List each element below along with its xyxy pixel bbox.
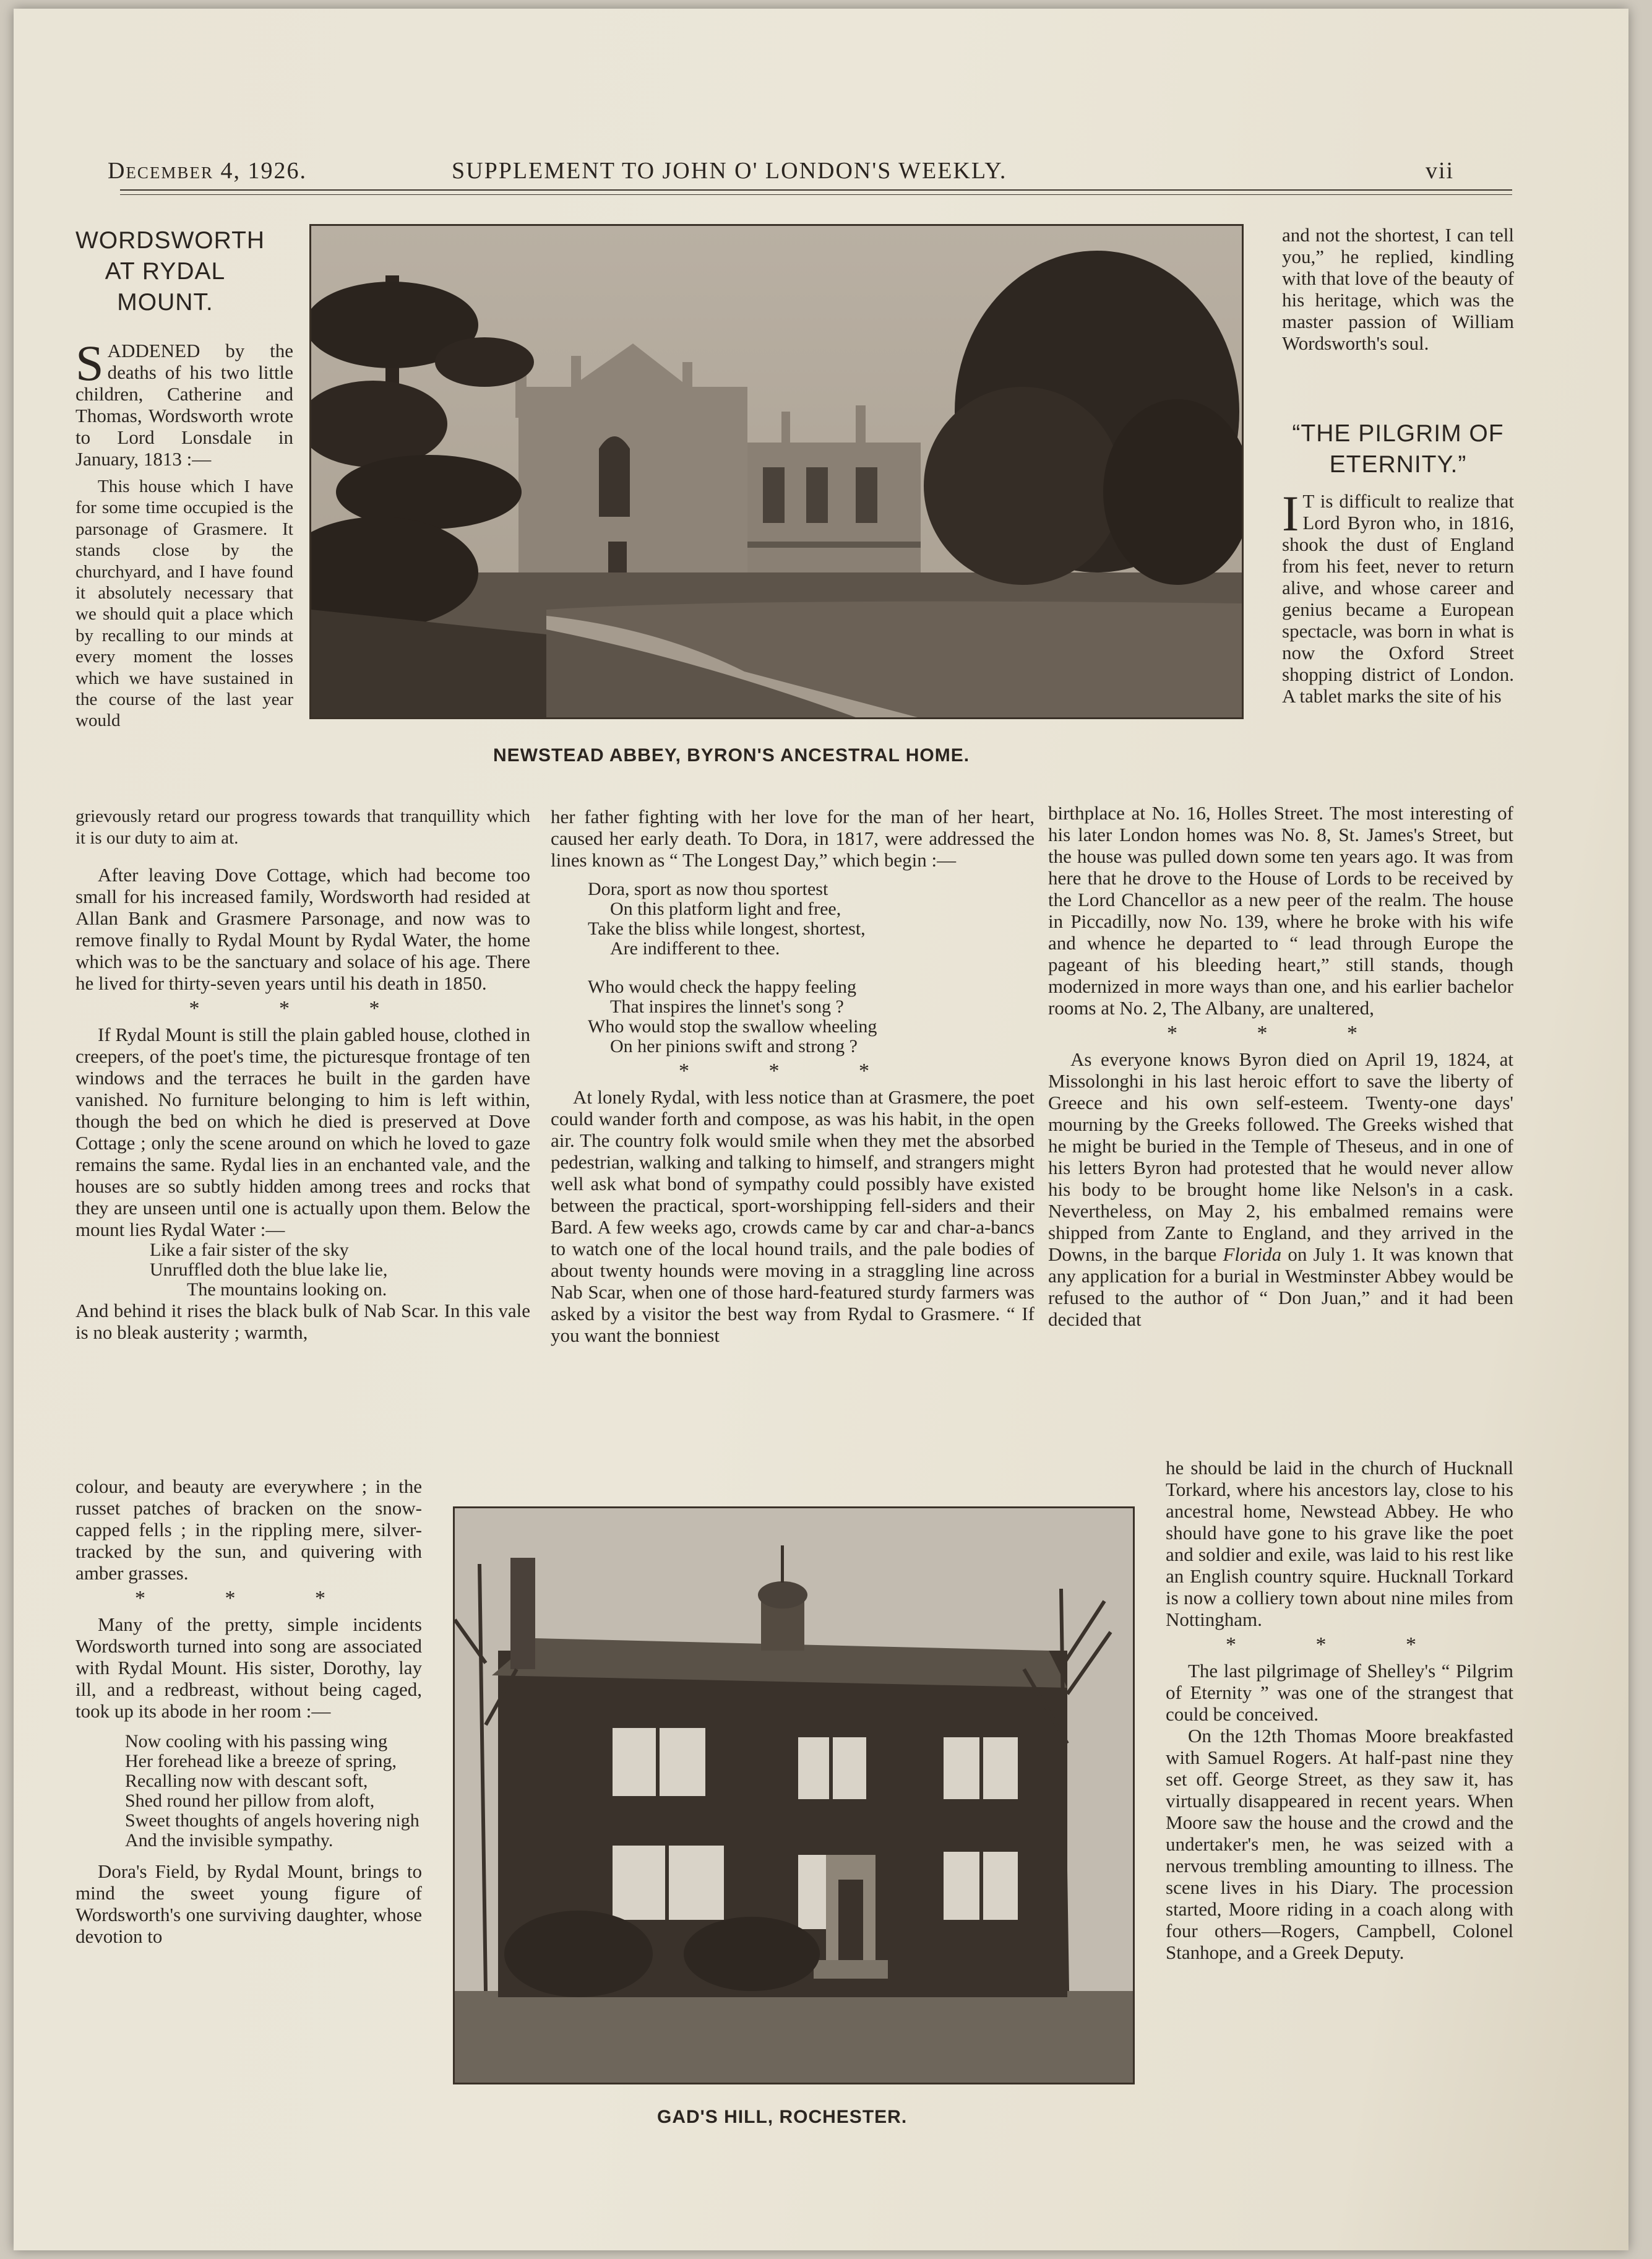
paragraph: At lonely Rydal, with less notice than at Grasmere, the poet could wander forth and compose, as was his habit, in the open air. The country folk would smile when they met the absorbed pedestrian, walking and talking to himself, and strangers might well ask what bond of sympathy could possibly have existed between the practical, sport-worshipping fell-siders and their Bard. A few weeks ago, crowds came by car and char-a-bancs to watch one of the local hound trails, and the pale bodies of about twenty hounds were moving in a straggling line across Nab Scar, when one of those hard-featured sturdy farmers was asked by a visitor the best way from Rydal to Grasmere. “ If you want the bonniest xyxy=(551,1086,1035,1346)
paragraph: On the 12th Thomas Moore breakfasted with Samuel Rogers. At half-past nine they set off. George Street, as they saw it, has virtually disappeared in recent years. When Moore saw the house and the crowd and the undertaker's men, he was seized with a nervous trembling amounting to illness. The scene lives in his Diary. The procession started, Moore riding in a coach along with four others—Rogers, Campbell, Colonel Stanhope, and a Greek Deputy. xyxy=(1166,1725,1513,1963)
verse-line: Sweet thoughts of angels hovering nigh xyxy=(125,1810,419,1831)
gads-hill-photo xyxy=(453,1506,1135,2084)
paragraph: and not the shortest, I can tell you,” he replied, kindling with that love of the beauty of his heritage, which was the master passion of William Wordsworth's soul. xyxy=(1282,224,1514,354)
verse-line: And the invisible sympathy. xyxy=(125,1830,333,1851)
section-separator: * * * xyxy=(189,997,417,1020)
drop-cap: S xyxy=(75,335,104,391)
article1-column3-top xyxy=(1282,224,1514,354)
verse-line: Recalling now with descant soft, xyxy=(125,1771,368,1791)
paragraph xyxy=(1048,1048,1513,1330)
verse-line: Dora, sport as now thou sportest xyxy=(588,879,828,899)
verse-line: The mountains looking on. xyxy=(187,1279,387,1300)
letter-quote: This house which I have for some time occupied is the parsonage of Grasmere. It stands close by the churchyard, and I have found it absolutely necessary that we should quit a place which by recalling to our minds at every moment the losses which we have sustained in the course of the last year would xyxy=(75,477,293,731)
paragraph: If Rydal Mount is still the plain gabled house, clothed in creepers, of the poet's time, the picturesque frontage of ten windows and the terraces he built in the garden have vanished. No furniture belonging to him is left within, though the bed on which he died is preserved at Dove Cottage ; only the scene around on which he loved to gaze remains the same. Rydal lies in an enchanted vale, and the houses are so subtly hidden among trees and rocks that they are unseen until one is actually upon them. Below the mount lies Rydal Water :— xyxy=(75,1024,530,1240)
drop-cap: I xyxy=(1282,485,1299,542)
article1-column1-narrow xyxy=(75,1475,422,1947)
article-heading-byron: “THE PILGRIM OF ETERNITY.” xyxy=(1292,420,1504,478)
paragraph-text: on July 1. It was known that any application for a burial in Westminster Abbey would be refused to the author of “ Don Juan,” and it had been decided that xyxy=(1048,1243,1514,1330)
verse-line: On this platform light and free, xyxy=(610,899,841,919)
verse-line: Who would check the happy feeling xyxy=(588,977,857,997)
issue-date: December 4, 1926. xyxy=(108,158,307,184)
paragraph: The last pilgrimage of Shelley's “ Pilgrim of Eternity ” was one of the strangest that could be conceived. xyxy=(1166,1660,1513,1725)
verse-line: Unruffled doth the blue lake lie, xyxy=(150,1259,388,1280)
article1-intro xyxy=(75,335,293,732)
verse-line: Like a fair sister of the sky xyxy=(150,1240,349,1260)
article-heading-wordsworth: WORDSWORTH AT RYDAL MOUNT. xyxy=(75,227,265,316)
article1-column1 xyxy=(75,864,530,1343)
paragraph: he should be laid in the church of Hucknall Torkard, where his ancestors lay, close to his ancestral home, Newstead Abbey. He who should have gone to his grave like the poet and soldier and exile, was laid to his rest like an English country squire. Hucknall Torkard is now a colliery town about nine miles from Nottingham. xyxy=(1166,1457,1513,1630)
paragraph: And behind it rises the black bulk of Nab Scar. In this vale is no bleak austerity ; warmth, xyxy=(75,1300,530,1343)
gads-hill-caption: GAD'S HILL, ROCHESTER. xyxy=(657,2107,908,2127)
paragraph: birthplace at No. 16, Holles Street. The most interesting of his later London homes was No. 8, St. James's Street, but the house was pulled down some ten years ago. It was from here that he drove to the House of Lords to be received by the Lord Chancellor as a new peer of the realm. The house in Piccadilly, now No. 139, where he broke with his wife and whence he departed to “ lead through Europe the pageant of his bleeding heart,” still stands, though modernized in more ways than one, and his earlier bachelor rooms at No. 2, The Albany, are unaltered, xyxy=(1048,802,1513,1019)
verse-line: Are indifferent to thee. xyxy=(610,938,780,959)
section-separator: * * * xyxy=(1167,1022,1395,1045)
paragraph: Many of the pretty, simple incidents Wordsworth turned into song are associated with Rydal Mount. His sister, Dorothy, lay ill, and a redbreast, without being caged, took up its abode in her room :— xyxy=(75,1613,422,1722)
verse-linnet xyxy=(588,977,1035,1056)
verse-line: Her forehead like a breeze of spring, xyxy=(125,1751,397,1771)
section-separator: * * * xyxy=(679,1060,906,1082)
verse-lake xyxy=(150,1240,530,1300)
paragraph: her father fighting with her love for the man of her heart, caused her early death. To Dora, in 1817, were addressed the lines known as “ The Longest Day,” which begin :— xyxy=(551,806,1035,871)
article2-intro xyxy=(1282,485,1514,707)
verse-line: Now cooling with his passing wing xyxy=(125,1731,388,1751)
newstead-abbey-image xyxy=(311,226,1242,717)
header-rule xyxy=(120,189,1512,191)
quote-tail-text: grievously retard our progress towards that tranquillity which it is our duty to aim at. xyxy=(75,806,530,848)
intro-text: T is difficult to realize that Lord Byron who, in 1816, shook the dust of England from his feet, never to return alive, and whose career and genius became a European spectacle, was born in what is now the Oxford Street shopping district of London. A tablet marks the site of his xyxy=(1282,490,1514,707)
paragraph: colour, and beauty are everywhere ; in the russet patches of bracken on the snow-capped fells ; in the rippling mere, silver-tracked by the sun, and quivering with amber grasses. xyxy=(75,1475,422,1584)
verse-line: On her pinions swift and strong ? xyxy=(610,1036,858,1056)
ship-name: Florida xyxy=(1223,1243,1282,1265)
verse-dora xyxy=(588,879,1035,959)
paragraph: Dora's Field, by Rydal Mount, brings to mind the sweet young figure of Wordsworth's one surviving daughter, whose devotion to xyxy=(75,1860,422,1947)
letter-quote-tail xyxy=(75,806,530,849)
gads-hill-image xyxy=(455,1508,1133,2083)
newstead-abbey-photo xyxy=(309,224,1244,719)
newspaper-page xyxy=(14,9,1628,2250)
section-separator: * * * xyxy=(135,1587,363,1610)
section-separator: * * * xyxy=(1226,1633,1453,1656)
verse-redbreast xyxy=(125,1732,422,1851)
page-number: vii xyxy=(1426,158,1455,184)
publication-title: SUPPLEMENT TO JOHN O' LONDON'S WEEKLY. xyxy=(452,158,1007,184)
verse-line: Shed round her pillow from aloft, xyxy=(125,1790,375,1811)
paragraph: After leaving Dove Cottage, which had become too small for his increased family, Wordsworth had resided at Allan Bank and Grasmere Parsonage, and now was to remove finally to Rydal Mount by Rydal Water, the home which was to be the sanctuary and solace of his age. There he lived for thirty-seven years until his death in 1850. xyxy=(75,864,530,994)
intro-text: ADDENED by the deaths of his two little children, Catherine and Thomas, Wordsworth wrote to Lord Lonsdale in January, 1813 :— xyxy=(75,340,293,470)
article2-column-narrow xyxy=(1166,1457,1513,1963)
article2-column xyxy=(1048,802,1513,1330)
header-rule-thin xyxy=(120,194,1512,195)
newstead-abbey-caption: NEWSTEAD ABBEY, BYRON'S ANCESTRAL HOME. xyxy=(493,745,970,766)
verse-line: That inspires the linnet's song ? xyxy=(610,996,844,1017)
verse-line: Who would stop the swallow wheeling xyxy=(588,1016,877,1037)
verse-line: Take the bliss while longest, shortest, xyxy=(588,918,866,939)
paragraph-text: As everyone knows Byron died on April 19, 1824, at Missolonghi in his last heroic effort to save the liberty of Greece and his own self-esteem. Twenty-one days' mourning by the Greeks followed. The Greeks wished that he might be buried in the Temple of Theseus, and in one of his letters Byron had protested that he would never allow his body to be brought home like Nelson's in a cask. Nevertheless, on May 2, his embalmed remains were shipped from Zante to England, and they arrived in the Downs, in the barque xyxy=(1048,1048,1513,1265)
article1-column2 xyxy=(551,806,1035,1346)
